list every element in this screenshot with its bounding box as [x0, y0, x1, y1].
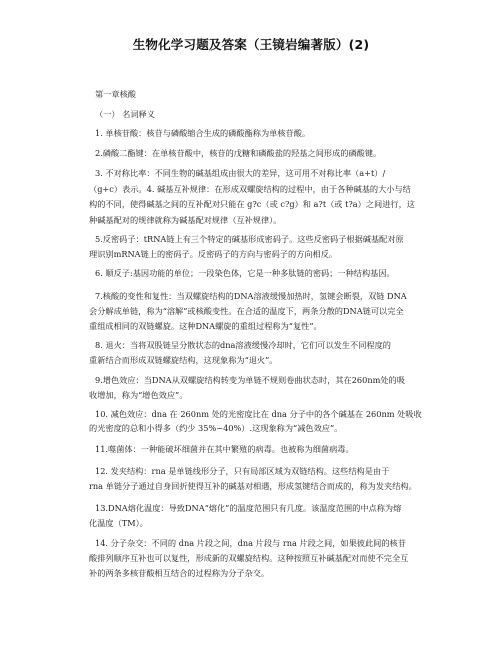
section-heading: （一） 名词释义 — [95, 109, 155, 119]
definition-line: 8. 退火：当将双股链呈分散状态的dna溶液缓慢冷却时，它们可以发生不同程度的 — [95, 340, 391, 350]
document-title: 生物化学习题及答案（王镜岩编著版）(2) — [132, 37, 370, 52]
definition-line: 12. 发夹结构：rna 是单链线形分子，只有局部区域为双链结构。这些结构是由于 — [95, 466, 390, 476]
definition-line: 补的两条多核苷酸相互结合的过程称为分子杂交。 — [89, 568, 270, 578]
definition-line: 收增加，称为“增色效应”。 — [89, 390, 188, 400]
definition-line: 10. 减色效应：dna 在 260nm 处的光密度比在 dna 分子中的各个碱基在 260nm 处吸收 — [95, 409, 422, 419]
definition-line: 6. 顺反子:基因功能的单位；一段染色体，它是一种多肽链的密码；一种结构基因。 — [95, 268, 395, 278]
definition-line: 重新结合而形成双链螺旋结构，这现象称为“退火”。 — [89, 355, 278, 365]
definition-line: 理识别mRNA链上的密码子。反密码子的方向与密码子的方向相反。 — [89, 249, 338, 259]
definition-line: 会分解成单链，称为“溶解”或核酸变性。在合适的温度下，两条分散的DNA链可以完全 — [89, 306, 404, 316]
definition-line: 2.磷酸二酯键：在单核苷酸中，核苷的戊糖和磷酸盐的羟基之间形成的磷酸键。 — [95, 148, 382, 158]
definition-line: 7.核酸的变性和复性：当双螺旋结构的DNA溶液缓慢加热时，氢键会断裂，双链 DNA — [95, 291, 407, 301]
chapter-heading: 第一章核酸 — [95, 89, 136, 99]
definition-line: 9.增色效应：当DNA从双螺旋结构转变为单链不规则卷曲状态时，其在260nm处的吸 — [95, 375, 405, 385]
definition-line: 3. 不对称比率：不同生物的碱基组成由很大的差异，这可用不对称比率（a+t）/ — [95, 168, 386, 178]
definition-line: 的光密度的总和小得多（约少 35%~40%）.这现象称为“减色效应”。 — [89, 423, 343, 433]
definition-line: 1. 单核苷酸：核苷与磷酸缩合生成的磷酸酯称为单核苷酸。 — [95, 128, 311, 138]
definition-line: rna 单链分子通过自身回折使得互补的碱基对相遇，形成氢键结合而成的，称为发夹结构。 — [89, 481, 417, 491]
definition-line: 重组成相同的双链螺旋。这种DNA螺旋的重组过程称为“复性”。 — [89, 321, 322, 331]
definition-line: （g+c）表示。4. 碱基互补规律：在形成双螺旋结构的过程中，由于各种碱基的大小与结 — [89, 184, 411, 194]
definition-line: 11.噬菌体：一种能破坏细菌并在其中繁殖的病毒。也被称为细菌病毒。 — [95, 444, 354, 454]
definition-line: 14. 分子杂交：不同的 dna 片段之间，dna 片段与 rna 片段之间，如果彼此间的核苷 — [95, 538, 406, 548]
definition-line: 种碱基配对的规律就称为碱基配对规律（互补规律）。 — [89, 215, 282, 225]
definition-line: 5.反密码子：tRNA链上有三个特定的碱基形成密码子。这些反密码子根据碱基配对原 — [95, 234, 404, 244]
definition-line: 构的不同，使得碱基之间的互补配对只能在 g?c（或 c?g）和 a?t（或 t?a）之间进行，这 — [89, 199, 415, 209]
definition-line: 13.DNA熔化温度：导致DNA“熔化”的温度范围只有几度。该温度范围的中点称为熔 — [95, 503, 402, 513]
definition-line: 酸排列顺序互补也可以复性，形成新的双螺旋结构。这种按照互补碱基配对而使不完全互 — [89, 553, 409, 563]
definition-line: 化温度（TM）。 — [89, 518, 148, 528]
